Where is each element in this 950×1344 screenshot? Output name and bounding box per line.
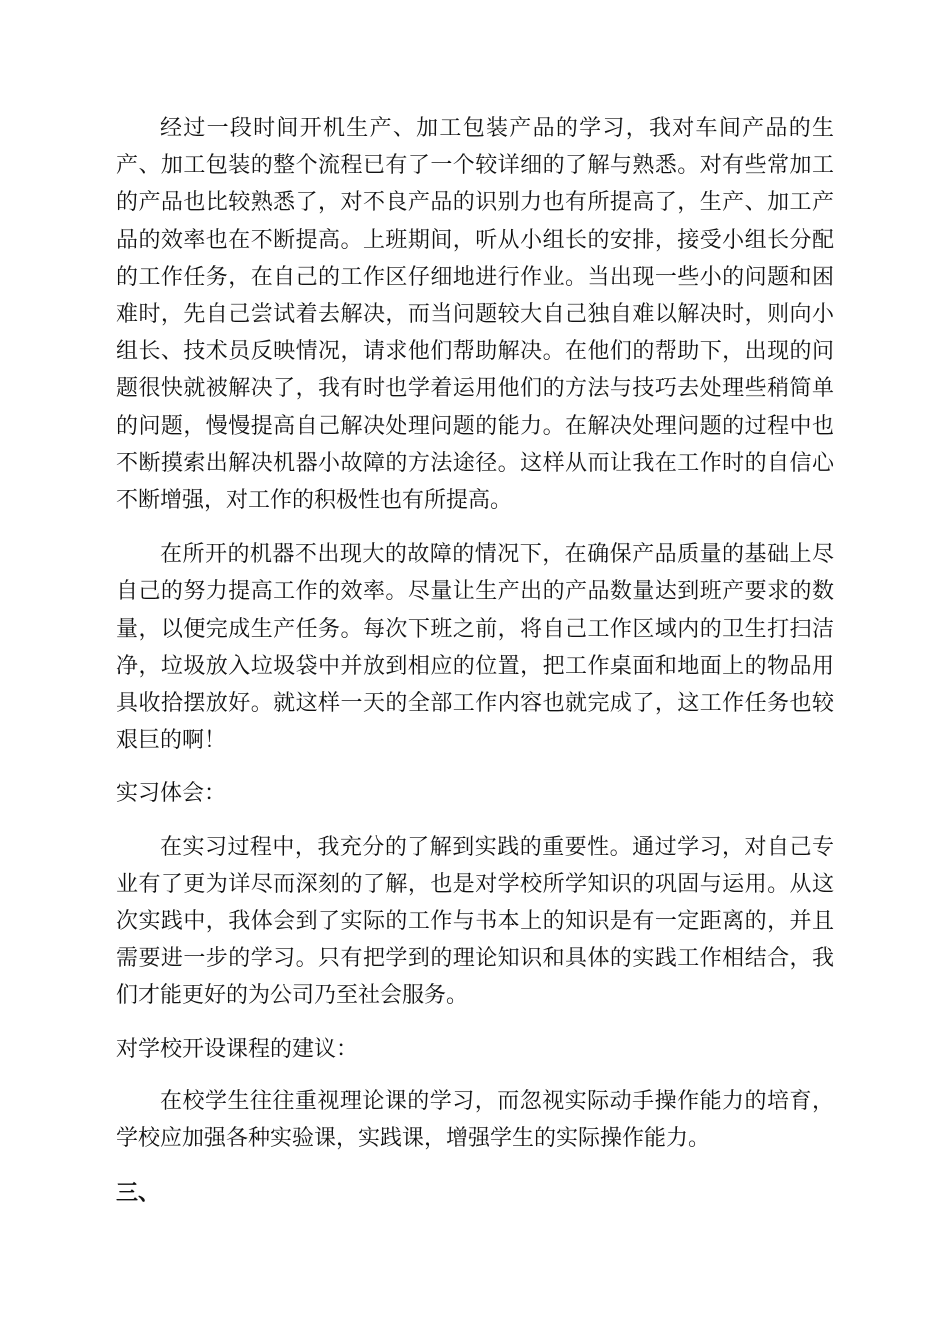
document-body	[116, 110, 834, 1212]
heading-course-suggestion: 对学校开设课程的建议：	[116, 1036, 359, 1062]
paragraph-work-process: 经过一段时间开机生产、加工包装产品的学习，我对车间产品的生产、加工包装的整个流程已有了一个较详细的了解与熟悉。对有些常加工的产品也比较熟悉了，对不良产品的识别力也有所提高了，生产、加工产品的效率也在不断提高。上班期间，听从小组长的安排，接受小组长分配的工作任务，在自己的工作区仔细地进行作业。当出现一些小的问题和困难时，先自己尝试着去解决，而当问题较大自己独自难以解决时，则向小组长、技术员反映情况，请求他们帮助解决。在他们的帮助下，出现的问题很快就被解决了，我有时也学着运用他们的方法与技巧去处理些稍简单的问题，慢慢提高自己解决处理问题的能力。在解决处理问题的过程中也不断摸索出解决机器小故障的方法途径。这样从而让我在工作时的自信心不断增强，对工作的积极性也有所提高。	[116, 116, 834, 514]
section-three-heading: 三、	[116, 1181, 161, 1207]
paragraph-course-suggestion: 在校学生往往重视理论课的学习，而忽视实际动手操作能力的培育，学校应加强各种实验课，实践课，增强学生的实际操作能力。	[116, 1088, 834, 1152]
heading-internship-experience: 实习体会：	[116, 781, 227, 807]
paragraph-internship-experience: 在实习过程中，我充分的了解到实践的重要性。通过学习，对自己专业有了更为详尽而深刻的了解，也是对学校所学知识的巩固与运用。从这次实践中，我体会到了实际的工作与书本上的知识是有一定距离的，并且需要进一步的学习。只有把学到的理论知识和具体的实践工作相结合，我们才能更好的为公司乃至社会服务。	[116, 834, 834, 1009]
paragraph-work-efficiency: 在所开的机器不出现大的故障的情况下，在确保产品质量的基础上尽自己的努力提高工作的效率。尽量让生产出的产品数量达到班产要求的数量，以便完成生产任务。每次下班之前，将自己工作区域内的卫生打扫洁净，垃圾放入垃圾袋中并放到相应的位置，把工作桌面和地面上的物品用具收拾摆放好。就这样一天的全部工作内容也就完成了，这工作任务也较艰巨的啊！	[116, 542, 834, 754]
